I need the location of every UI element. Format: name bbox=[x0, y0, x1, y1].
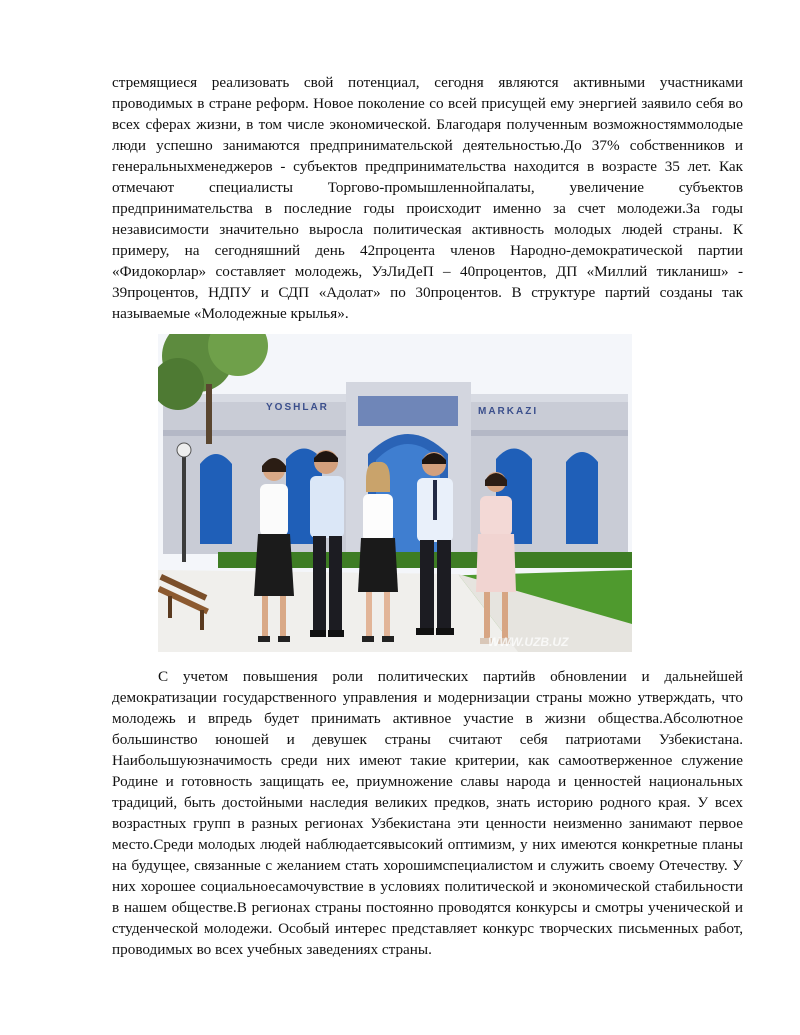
window-arch bbox=[566, 452, 598, 544]
photo-watermark: WWW.UZB.UZ bbox=[488, 635, 569, 649]
photo-illustration bbox=[158, 334, 632, 652]
photo-sign-left: YOSHLAR bbox=[266, 402, 329, 413]
paragraph-1: стремящиеся реализовать свой потенциал, сегодня являются активными участниками проводимых в стране реформ. Новое поколение со всей присущей ему энергией заявило себя во всех сферах жизни, в том числе экономической. Благодаря полученным возможностяммолодые люди успешно занимаются предпринимательской деятельностью.До 37% собственников и генеральныхменеджеров - субъектов предпринимательства находится в возрасте 35 лет. Как отмечают специалисты Торгово-промышленнойпалаты, увеличение субъектов предпринимательства в последние годы происходит именно за счет молодежи.За годы независимости значительно выросла политическая активность молодых людей страны. К примеру, на сегодняшний день 42процента членов Народно-демократической партии «Фидокорлар» составляет молодежь, УзЛиДеП – 40процентов, ДП «Миллий тикланиш» - 39процентов, НДПУ и СДП «Адолат» по 30процентов. В структуре партий созданы так называемые «Молодежные крылья». bbox=[112, 74, 743, 322]
photo-sign-right: MARKAZI bbox=[478, 406, 539, 417]
youth-center-photo bbox=[158, 334, 632, 652]
paragraph-2: С учетом повышения роли политических партийв обновлении и дальнейшей демократизации государственного управления и модернизации страны можно утверждать, что молодежь и впредь будет принимать активное участие в жизни общества.Абсолютное большинство юношей и девушек страны считают себя патриотами Узбекистана. Наибольшуюзначимость среди них имеют такие критерии, как самоотверженное служение Родине и готовность защищать ее, приумножение славы народа и ценностей национальных традиций, быть достойными наследия великих предков, знать историю родного края. У всех возрастных групп в разных регионах Узбекистана эти ценности неизменно занимают первое место.Среди молодых людей наблюдаетсявысокий оптимизм, у них имеются конкретные планы на будущее, связанные с желанием стать хорошимспециалистом и служить своему Отечеству. У них хорошее социальноесамочувствие в условиях политической и экономической стабильности в нашем обществе.В регионах страны постоянно проводятся конкурсы и смотры ученической и студенческой молодежи. Особый интерес представляет конкурс творческих письменных работ, проводимых во всех учебных заведениях страны. bbox=[112, 668, 743, 958]
window-arch bbox=[200, 454, 232, 544]
lamp-post bbox=[182, 452, 186, 562]
